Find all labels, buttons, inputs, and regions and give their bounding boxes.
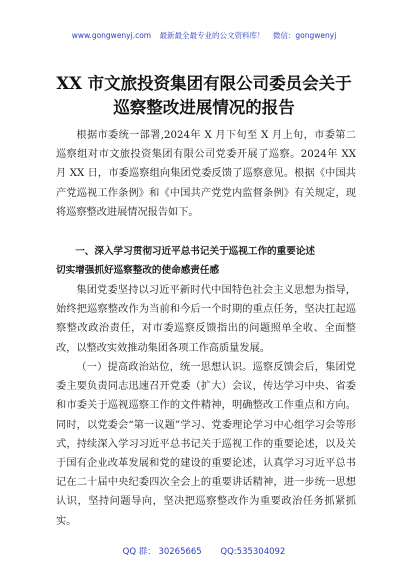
subsection-1-paragraph: （一）提高政治站位，统一思想认识。巡察反馈会后，集团党委主要负责同志迅速召开党委（扩大）会议，传达学习中央、省委和市委关于巡视巡察工作的文件精神，明确整改工作重点和方向。同时，以党委会“第一议题”学习、党委理论学习中心组学习会等形式，持续深入学习习近平总书记关于巡视工作的重要论述，以及关于国有企业改革发展和党的建设的重要论述，认真学习习近平总书记在二十届中央纪委四次全会上的重要讲话精神，进一步统一思想认识，坚持问题导向，坚决把巡察整改作为重要政治任务抓紧抓实。 [56,362,356,527]
section-1-heading-line-2: 切实增强抓好巡察整改的使命感责任感 [56,265,220,277]
site-url[interactable]: www.gongwenyj.com [71,31,152,40]
site-banner [0,30,408,41]
section-1-body: 集团党委坚持以习近平新时代中国特色社会主义思想为指导，始终把巡察整改作为当前和今后一个时期的重点任务，坚决扛起巡察整改政治责任，对市委巡察反馈指出的问题照单全收、全面整改，以整改实效推动集团各项工作高质量发展。 [56,285,356,354]
intro-paragraph: 根据市委统一部署,2024年 X 月下旬至 X 月上旬，市委第二巡察组对市文旅投资集团有限公司党委开展了巡察。2024年 XX 月 XX 日，市委巡察组向集团党委反馈了巡察意见。根据《中国共产党巡视工作条例》和《中国共产党党内监督条例》有关规定，现将巡察整改进展情况报告如下。 [56,130,356,218]
title-line-1: XX 市文旅投资集团有限公司委员会关于 [56,74,352,93]
footer-contact [0,545,408,557]
site-slogan: 最新最全最专业的公文资料库！ [159,31,265,40]
qq-number: QQ:535304092 [220,547,286,557]
title-line-2: 巡察整改进展情况的报告 [113,98,295,117]
document-title [30,72,378,120]
section-1-heading-line-1: 一、深入学习贯彻习近平总书记关于巡视工作的重要论述 [75,246,316,257]
wechat-id: 微信：gongwenyj [272,31,337,40]
qq-group: QQ 群： 30265665 [122,547,202,557]
section-1-heading [56,242,356,280]
